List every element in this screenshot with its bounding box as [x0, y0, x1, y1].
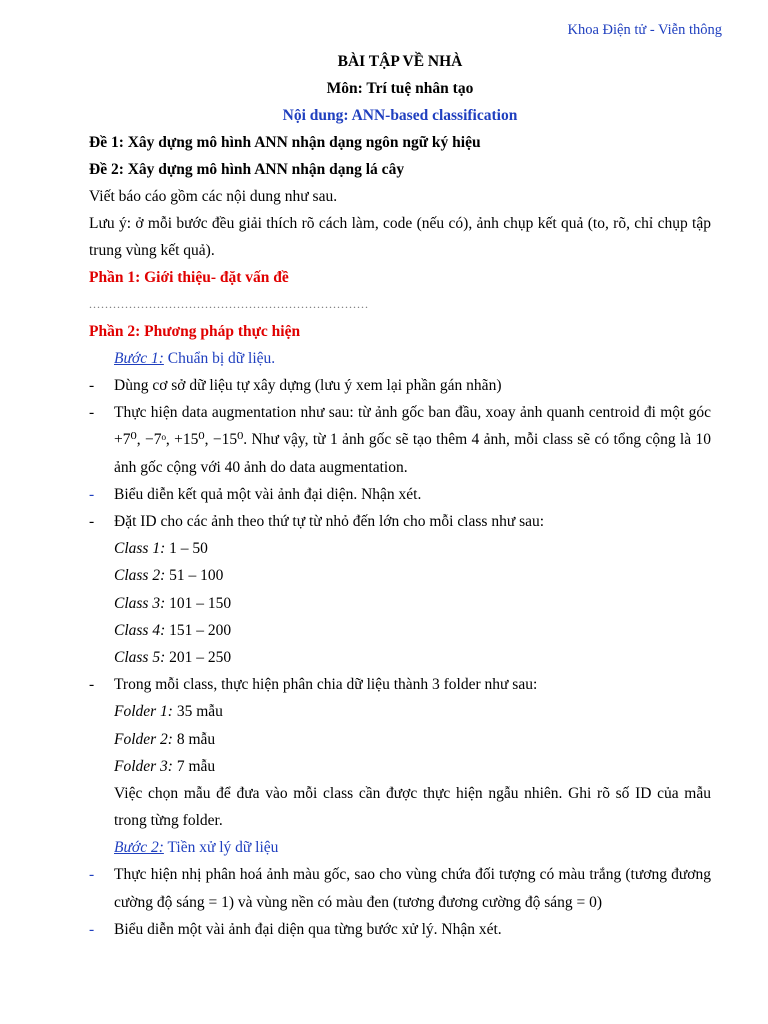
header-note: Khoa Điện tử - Viễn thông [567, 22, 722, 38]
bullet-dash: - [89, 485, 95, 503]
doc-title: BÀI TẬP VỀ NHÀ [337, 53, 463, 70]
class-row: Class 3: 101 – 150 [114, 594, 232, 612]
list-item: - Biểu diễn một vài ảnh đại diện qua từng bước xử lý. Nhận xét. [89, 916, 711, 943]
step-1-heading [89, 345, 711, 372]
folder-row: Folder 3: 7 mẫu [114, 757, 216, 775]
part-1-heading: Phần 1: Giới thiệu- đặt vấn đề [89, 269, 289, 286]
intro-text: Viết báo cáo gồm các nội dung như sau. [89, 188, 338, 205]
step-2-list [89, 861, 711, 943]
list-item: - Trong mỗi class, thực hiện phân chia dữ liệu thành 3 folder như sau: [89, 671, 711, 698]
step-2-label: Bước 2: [114, 839, 164, 857]
folder-row: Folder 2: 8 mẫu [114, 730, 216, 748]
note-text: Lưu ý: ở mỗi bước đều giải thích rõ cách làm, code (nếu có), ảnh chụp kết quả (to, rõ, chỉ chụp tập trung vùng kết quả). [89, 215, 711, 259]
class-row: Class 2: 51 – 100 [114, 567, 224, 585]
list-item: - Đặt ID cho các ảnh theo thứ tự từ nhỏ đến lớn cho mỗi class như sau: [89, 508, 711, 535]
class-row: Class 1: 1 – 50 [114, 540, 208, 558]
bullet-dash: - [89, 866, 95, 884]
class-row: Class 4: 151 – 200 [114, 621, 232, 639]
list-item: - Thực hiện nhị phân hoá ảnh màu gốc, sao cho vùng chứa đối tượng có màu trắng (tương đương cường độ sáng = 1) và vùng nền có màu đen (tương đương cường độ sáng = 0) [89, 861, 711, 915]
document-body [89, 48, 711, 943]
folder-row: Folder 1: 35 mẫu [114, 703, 223, 721]
step-1-list [89, 372, 711, 535]
bullet-dash: - [89, 513, 95, 531]
folder-note: Việc chọn mẫu để đưa vào mỗi class cần được thực hiện ngẫu nhiên. Ghi rõ số ID của mẫu trong từng folder. [114, 785, 711, 830]
step-2-heading [89, 834, 711, 861]
doc-topic: Nội dung: ANN-based classification [282, 107, 518, 124]
class-id-list [89, 535, 711, 671]
class-row: Class 5: 201 – 250 [114, 649, 232, 667]
list-item: - Thực hiện data augmentation như sau: từ ảnh gốc ban đầu, xoay ảnh quanh centroid đi một góc +7⁰, −7ᵒ, +15⁰, −15⁰. Như vậy, từ 1 ảnh gốc sẽ tạo thêm 4 ảnh, mỗi class sẽ có tổng cộng là 10 ảnh gốc cộng với 40 ảnh do data augmentation. [89, 399, 711, 481]
step-1-label: Bước 1: [114, 350, 164, 367]
doc-subject: Môn: Trí tuệ nhân tạo [326, 80, 474, 97]
bullet-dash: - [89, 404, 95, 422]
folder-list-intro [89, 671, 711, 698]
assignment-2: Đề 2: Xây dựng mô hình ANN nhận dạng lá cây [89, 161, 405, 178]
list-item: - Dùng cơ sở dữ liệu tự xây dựng (lưu ý xem lại phần gán nhãn) [89, 372, 711, 399]
folder-list [89, 698, 711, 834]
bullet-dash: - [89, 377, 95, 394]
step-1-text: Chuẩn bị dữ liệu. [163, 350, 276, 367]
dotted-placeholder: ...................................................................... [89, 297, 369, 311]
assignment-1: Đề 1: Xây dựng mô hình ANN nhận dạng ngôn ngữ ký hiệu [89, 134, 481, 151]
part-2-heading: Phần 2: Phương pháp thực hiện [89, 323, 301, 340]
bullet-dash: - [89, 676, 95, 694]
step-2-text: Tiền xử lý dữ liệu [163, 839, 279, 857]
bullet-dash: - [89, 920, 95, 938]
list-item: - Biểu diễn kết quả một vài ảnh đại diện. Nhận xét. [89, 481, 711, 508]
